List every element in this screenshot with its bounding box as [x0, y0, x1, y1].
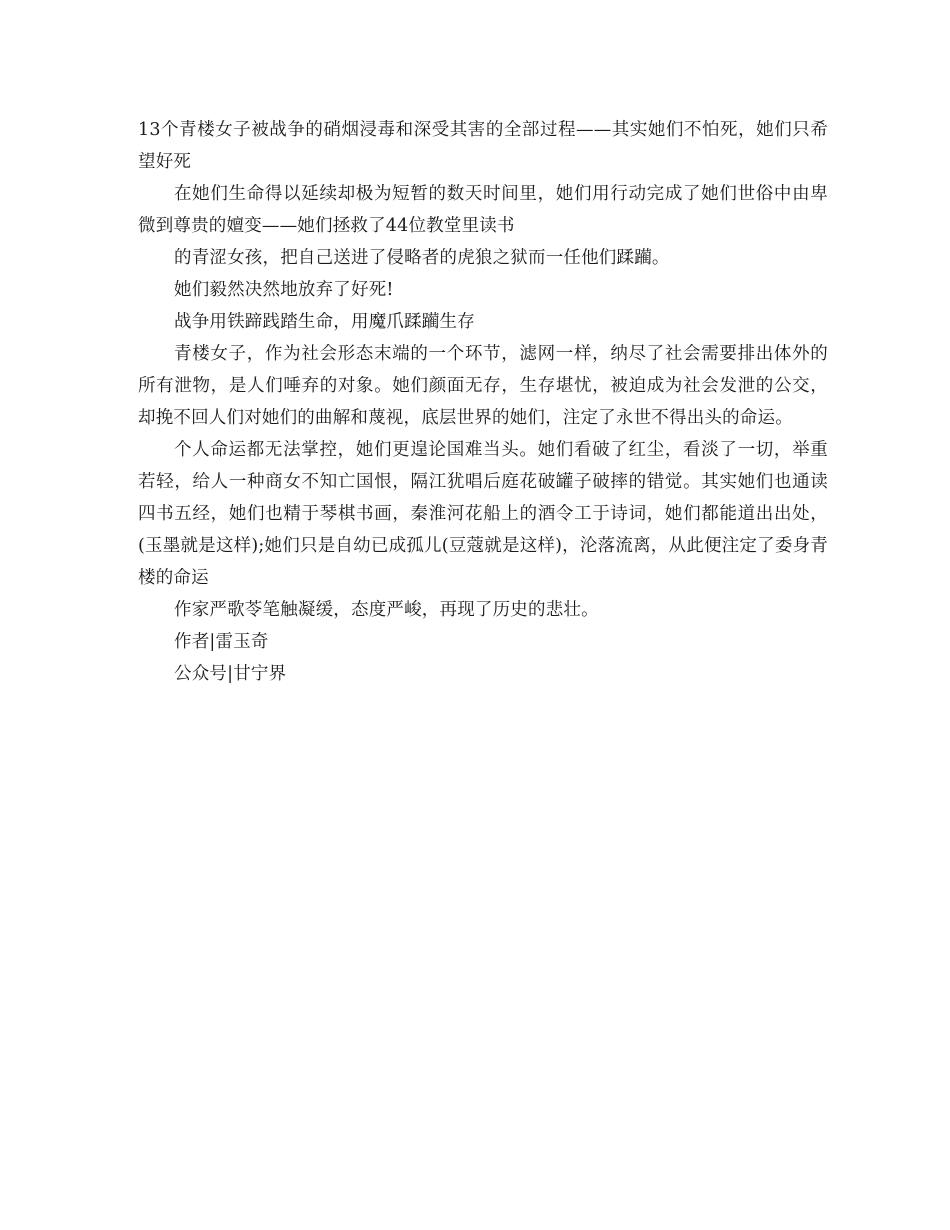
paragraph-intro: 13个青楼女子被战争的硝烟浸毒和深受其害的全部过程——其实她们不怕死，她们只希望好死	[138, 120, 828, 172]
paragraph-writer: 作家严歌苓笔触凝缓，态度严峻，再现了历史的悲壮。	[174, 600, 599, 620]
paragraph-rescue-continued: 的青涩女孩，把自己送进了侵略者的虎狼之狱而一任他们蹂躏。	[174, 248, 670, 268]
paragraph-abandon: 她们毅然决然地放弃了好死!	[174, 280, 394, 300]
paragraph-society: 青楼女子，作为社会形态末端的一个环节，滤网一样，纳尽了社会需要排出体外的所有泄物，是人们唾弃的对象。她们颜面无存，生存堪忧，被迫成为社会发泄的公交，却挽不回人们对她们的曲解和蔑视，底层世界的她们，注定了永世不得出头的命运。	[138, 344, 828, 428]
article-body	[138, 114, 828, 690]
public-account-line: 公众号|甘宁界	[174, 664, 287, 684]
paragraph-war: 战争用铁蹄践踏生命，用魔爪蹂躏生存	[174, 312, 475, 332]
paragraph-fate: 个人命运都无法掌控，她们更遑论国难当头。她们看破了红尘，看淡了一切，举重若轻，给人一种商女不知亡国恨，隔江犹唱后庭花破罐子破摔的错觉。其实她们也通读四书五经，她们也精于琴棋书画，秦淮河花船上的酒令工于诗词，她们都能道出出处，(玉墨就是这样);她们只是自幼已成孤儿(豆蔻就是这样)，沦落流离，从此便注定了委身青楼的命运	[138, 440, 828, 588]
author-line: 作者|雷玉奇	[174, 632, 269, 652]
paragraph-rescue: 在她们生命得以延续却极为短暂的数天时间里，她们用行动完成了她们世俗中由卑微到尊贵的嬗变——她们拯救了44位教堂里读书	[138, 184, 828, 236]
